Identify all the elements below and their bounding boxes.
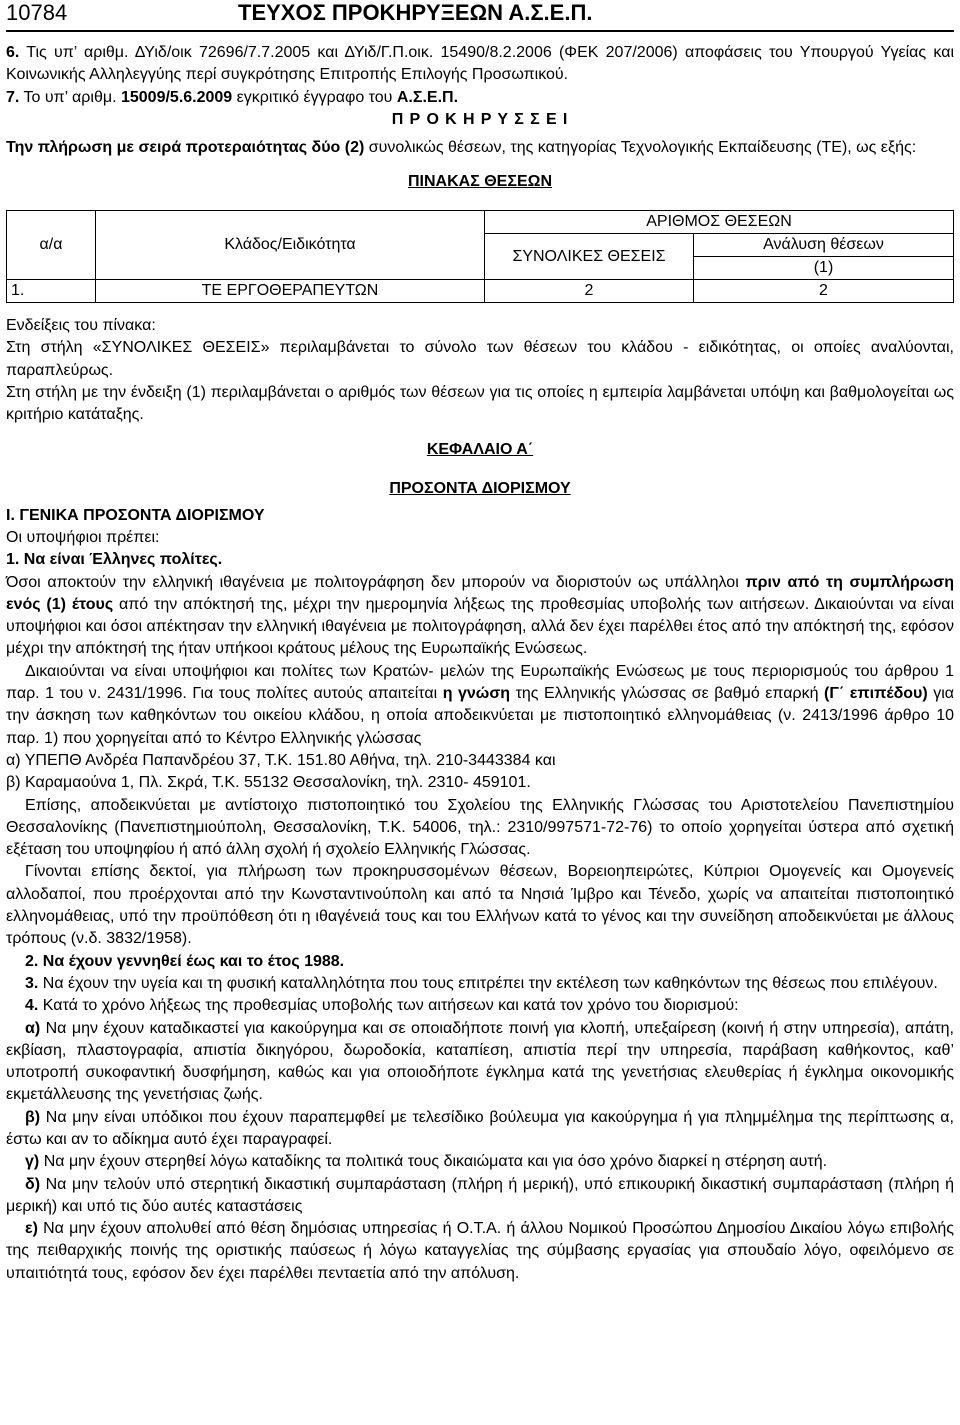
col-header-analysi: Ανάλυση θέσεων — [694, 234, 954, 257]
note-2: Στη στήλη με την ένδειξη (1) περιλαμβάνεται ο αριθμός των θέσεων για τις οποίες η εμπειρία λαμβάνεται υπόψη και βαθμολογείται ως κριτήριο κατάταξης. — [6, 384, 954, 424]
paragraph-naturalization: Όσοι αποκτούν την ελληνική ιθαγένεια με πολιτογράφηση δεν μπορούν να διοριστούν ως υπάλληλοι πριν από τη συμπλήρωση ενός (1) έτους από την απόκτησή της, μέχρι την ημερομηνία λήξεως της προθεσμίας υποβολής των αιτήσεων. Δικαιούνται να είναι υποψήφιοι και όσοι απέκτησαν την ελληνική ιθαγένεια με πολιτογράφηση, αλλά δεν έχει παρέλθει έτος από την απόκτησή της, εφόσον μέχρι την απόκτησή της ήταν υπήκοοι κράτους μέλους της Ευρωπαϊκής Ενώσεως. — [6, 573, 955, 658]
intro-section — [6, 42, 954, 109]
table-notes — [6, 315, 954, 426]
paragraph-certificate: Επίσης, αποδεικνύεται με αντίστοιχο πιστοποιητικό του Σχολείου της Ελληνικής Γλώσσας του Αριστοτελείου Πανεπιστημίου Θεσσαλονίκης (Πανεπιστημιούπολη, Θεσσαλονίκη, Τ.Κ. 54006, τηλ.: 2310/997571-72-76) το οποίο χορηγείται ύστερα από σχετική εξέταση του υποψηφίου ή από άλλη σχολή ή σχολείο Ελληνικής Γλώσσας. — [6, 796, 954, 859]
address-a: α) ΥΠΕΠΘ Ανδρέα Παπανδρέου 37, Τ.Κ. 151.80 Αθήνα, τηλ. 210-3443384 και — [6, 751, 556, 769]
proclamation-title: Π Ρ Ο Κ Η Ρ Υ Σ Σ Ε Ι — [391, 110, 569, 128]
chapter-title: ΚΕΦΑΛΑΙΟ Α΄ — [426, 440, 534, 458]
requirement-3: 3. Να έχουν την υγεία και τη φυσική καταλληλότητα που τους επιτρέπει την εκτέλεση των καθηκόντων της θέσεως που επιλέγουν. — [25, 974, 938, 992]
positions-table — [6, 210, 954, 303]
requirement-4a: α) Να μην έχουν καταδικαστεί για κακούργημα και σε οποιαδήποτε ποινή για κλοπή, υπεξαίρεση (κοινή ή στην υπηρεσία), απάτη, εκβίαση, πλαστογραφία, απιστία δικηγόρου, δωροδοκία, καταπίεση, απιστία περί την υπηρεσία, παράβαση καθήκοντος, καθ’ υποτροπή συκοφαντική δυσφήμηση, καθώς και για οποιοδήποτε έγκλημα κατά της γενετήσιας ελευθερίας ή έγκλημα οικονομικής εκμετάλλευσης της γενετήσιας ζωής. — [6, 1019, 954, 1104]
cell-klados: ΤΕ ΕΡΓΟΘΕΡΑΠΕΥΤΩΝ — [96, 280, 485, 303]
intro-item-7: 7. Το υπ’ αριθμ. 15009/5.6.2009 εγκριτικό έγγραφο του Α.Σ.Ε.Π. — [6, 88, 459, 106]
general-heading: Ι. ΓΕΝΙΚΑ ΠΡΟΣΟΝΤΑ ΔΙΟΡΙΣΜΟΥ — [6, 506, 265, 524]
chapter-subtitle: ΠΡΟΣΟΝΤΑ ΔΙΟΡΙΣΜΟΥ — [389, 479, 571, 497]
cell-aa: 1. — [7, 280, 96, 303]
col-header-klados: Κλάδος/Ειδικότητα — [96, 211, 485, 280]
page-header — [6, 0, 954, 32]
requirement-4c: γ) Να μην έχουν στερηθεί λόγω καταδίκης τα πολιτικά τους δικαιώματα και για όσο χρόνο διαρκεί η στέρηση αυτή. — [25, 1153, 828, 1171]
table-title: ΠΙΝΑΚΑΣ ΘΕΣΕΩΝ — [407, 173, 553, 191]
page-number: 10784 — [6, 0, 68, 25]
cell-analysi: 2 — [694, 280, 954, 303]
intro-item-6: 6. Τις υπ’ αριθμ. ΔΥιδ/οικ 72696/7.7.2005 και ΔΥιδ/Γ.Π.οικ. 15490/8.2.2006 (ΦΕΚ 207/2006) αποφάσεις του Υπουργού Υγείας και Κοινωνικής Αλληλεγγύης περί συγκρότησης Επιτροπής Επιλογής Προσωπικού. — [6, 44, 954, 84]
col-header-synolikes: ΣΥΝΟΛΙΚΕΣ ΘΕΣΕΙΣ — [485, 234, 694, 280]
requirement-4b: β) Να μην είναι υπόδικοι που έχουν παραπεμφθεί με τελεσίδικο βούλευμα για κακούργημα ή για πλημμέλημα της περίπτωσης α, έστω και αν το αδίκημα αυτό έχει παραγραφεί. — [6, 1108, 954, 1148]
proclamation-text: Την πλήρωση με σειρά προτεραιότητας δύο (2) συνολικώς θέσεων, της κατηγορίας Τεχνολογικής Εκπαίδευσης (ΤΕ), ως εξής: — [6, 138, 917, 156]
col-header-arithmos: ΑΡΙΘΜΟΣ ΘΕΣΕΩΝ — [485, 211, 954, 234]
requirement-4: 4. Κατά το χρόνο λήξεως της προθεσμίας υποβολής των αιτήσεων και κατά τον χρόνο του διορισμού: — [25, 997, 739, 1015]
col-header-aa: α/α — [7, 211, 96, 280]
table-row — [7, 280, 954, 303]
requirement-1: 1. Να είναι Έλληνες πολίτες. — [6, 551, 223, 569]
general-requirements — [6, 505, 954, 1285]
requirement-4e: ε) Να μην έχουν απολυθεί από θέση δημόσιας υπηρεσίας ή Ο.Τ.Α. ή άλλου Νομικού Προσώπου Δημοσίου Δικαίου λόγω επιβολής της πειθαρχικής ποινής της οριστικής παύσεως ή λόγω καταγγελίας της σύμβασης εργασίας για σπουδαίο λόγο, οφειλόμενο σε υπαιτιότητά τους, εφόσον δεν έχει παρέλθει πενταετία από την απόλυση. — [6, 1220, 954, 1282]
requirement-2: 2. Να έχουν γεννηθεί έως και το έτος 1988. — [25, 952, 345, 970]
col-header-analysi-sub: (1) — [694, 257, 954, 280]
notes-label: Ενδείξεις του πίνακα: — [6, 317, 156, 335]
publication-title: ΤΕΥΧΟΣ ΠΡΟΚΗΡΥΞΕΩΝ Α.Σ.Ε.Π. — [238, 0, 593, 25]
note-1: Στη στήλη «ΣΥΝΟΛΙΚΕΣ ΘΕΣΕΙΣ» περιλαμβάνεται το σύνολο των θέσεων του κλάδου - ειδικότητας, οι οποίες αναλύονται, παραπλεύρως. — [6, 339, 954, 379]
requirement-4d: δ) Να μην τελούν υπό στερητική δικαστική συμπαράσταση (πλήρη ή μερική), υπό επικουρική δικαστική συμπαράσταση (πλήρη ή μερική) και υπό τις δύο αυτές καταστάσεις — [6, 1175, 954, 1215]
cell-synolikes: 2 — [485, 280, 694, 303]
paragraph-accepted: Γίνονται επίσης δεκτοί, για πλήρωση των προκηρυσσομένων θέσεων, Βορειοηπειρώτες, Κύπριοι Ομογενείς και Ομογενείς αλλοδαποί, που προέρχονται από την Κωνσταντινούπολη και από τα Νησιά Ίμβρο και Τένεδο, χωρίς να απαιτείται πιστοποιητικό ελληνομάθειας, υπό την προϋπόθεση ότι η ιθαγένειά τους και του Ελλήνων κατά το γένος και την συνείδηση αποδεικνύεται με άλλους τρόπους (ν.δ. 3832/1958). — [6, 863, 954, 948]
document-page — [6, 0, 954, 1285]
general-must: Οι υποψήφιοι πρέπει: — [6, 528, 160, 546]
paragraph-eu-citizens: Δικαιούνται να είναι υποψήφιοι και πολίτες των Κρατών- μελών της Ευρωπαϊκής Ενώσεως με τους περιορισμούς του άρθρου 1 παρ. 1 του ν. 2431/1996. Για τους πολίτες αυτούς απαιτείται η γνώση της Ελληνικής γλώσσας σε βαθμό επαρκή (Γ΄ επιπέδου) για την άσκηση των καθηκόντων του οικείου κλάδου, η οποία αποδεικνύεται με πιστοποιητικό ελληνομάθειας (ν. 2413/1996 άρθρο 10 παρ. 1) που χορηγείται από το Κέντρο Ελληνικής γλώσσας — [6, 662, 955, 747]
address-b: β) Καραμαούνα 1, Πλ. Σκρά, Τ.Κ. 55132 Θεσσαλονίκη, τηλ. 2310- 459101. — [6, 774, 531, 792]
